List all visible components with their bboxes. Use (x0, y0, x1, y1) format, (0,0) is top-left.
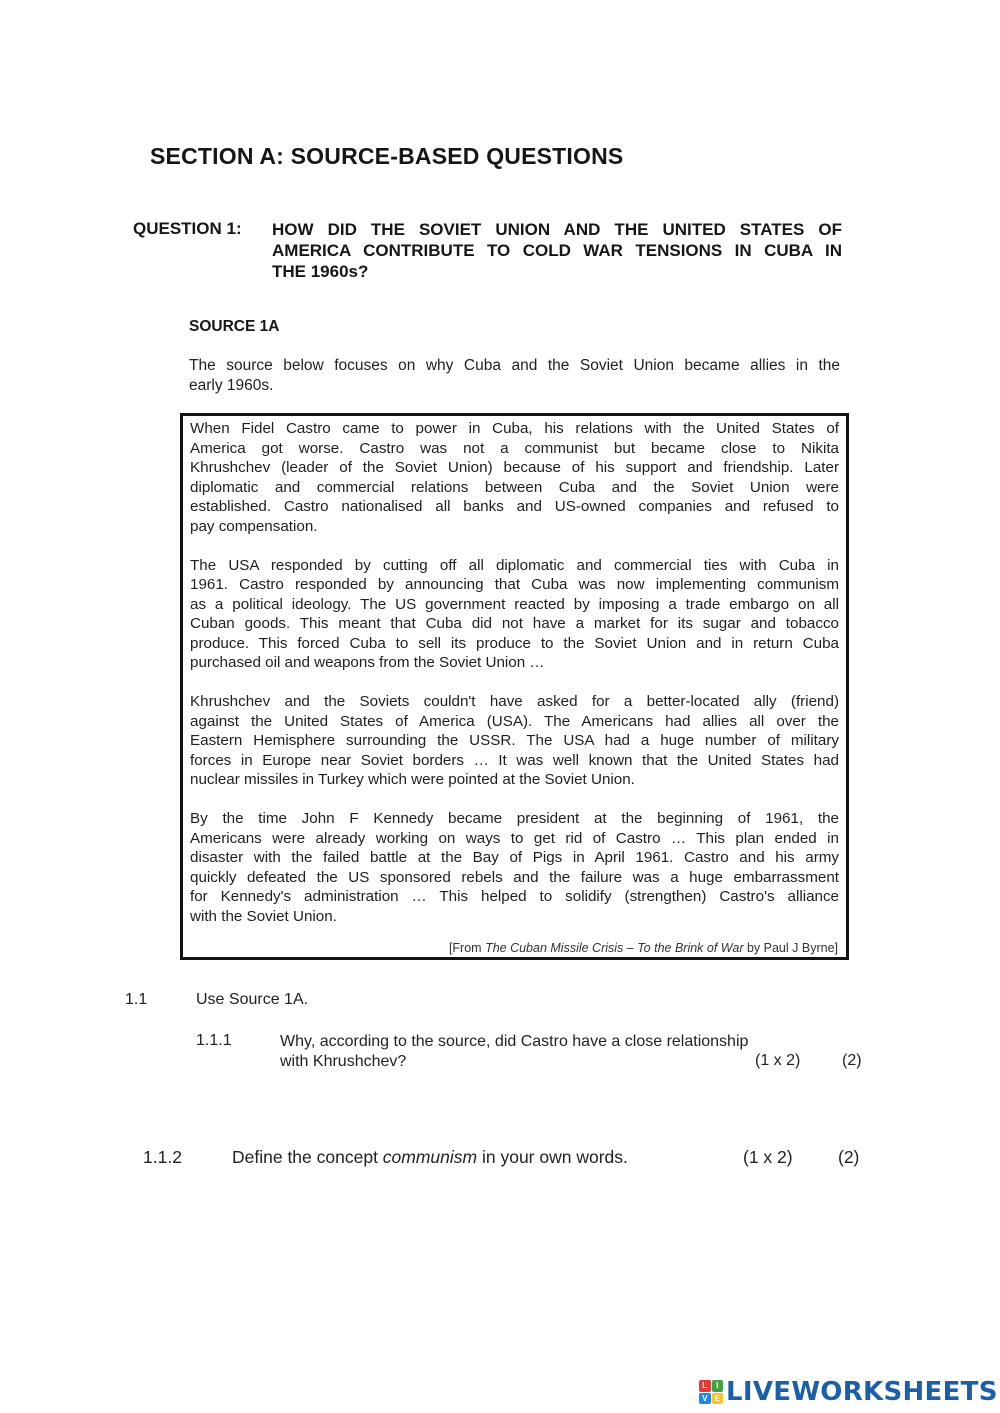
citation-title: The Cuban Missile Crisis – To the Brink of War (485, 941, 744, 955)
source-line: against the United States of America (USA). The Americans had allies all over the (190, 712, 839, 730)
question-1-1-1-marks: (1 x 2) (755, 1052, 801, 1069)
question-1-1-text: Use Source 1A. (196, 991, 309, 1008)
source-line: Khrushchev and the Soviets couldn't have asked for a better-located ally (friend) (190, 693, 839, 710)
source-paragraph (190, 692, 839, 790)
source-line: America got worse. Castro was not a communist but became close to Nikita (190, 439, 839, 457)
q112-text-before: Define the concept (232, 1147, 383, 1167)
question-1-1-number: 1.1 (125, 991, 148, 1008)
source-line: 1961. Castro responded by announcing that Cuba was now implementing communism (190, 576, 839, 593)
q112-text-after: in your own words. (477, 1147, 628, 1167)
source-label: SOURCE 1A (189, 318, 280, 335)
source-line: By the time John F Kennedy became president at the beginning of 1961, the (190, 810, 839, 827)
logo-text: LIVEWORKSHEETS (726, 1377, 998, 1407)
logo-letter: E (712, 1393, 724, 1405)
logo-letter: V (699, 1393, 711, 1405)
question-1-1-2-text (232, 1147, 628, 1168)
question-1-1-2-total: (2) (838, 1147, 860, 1167)
source-citation (449, 941, 838, 955)
question-1-1-1-text (280, 1032, 810, 1072)
logo-mark-icon (699, 1380, 723, 1404)
source-intro-line: The source below focuses on why Cuba and the Soviet Union became allies in the (189, 357, 840, 374)
question-1-1-1-line: with Khrushchev? (280, 1053, 407, 1070)
source-line: Eastern Hemisphere surrounding the USSR. The USA had a huge number of military (190, 732, 839, 749)
section-title: SECTION A: SOURCE-BASED QUESTIONS (150, 143, 624, 169)
q112-text-italic: communism (382, 1147, 478, 1167)
question-title (272, 219, 842, 282)
liveworksheets-logo[interactable] (699, 1378, 998, 1406)
source-line: Cuban goods. This meant that Cuba did not have a market for its sugar and tobacco (190, 615, 839, 632)
source-line: as a political ideology. The US government reacted by imposing a trade embargo on all (190, 595, 839, 613)
source-line: The USA responded by cutting off all diplomatic and commercial ties with Cuba in (190, 556, 839, 574)
question-title-line: HOW DID THE SOVIET UNION AND THE UNITED STATES OF (272, 220, 842, 239)
source-line: When Fidel Castro came to power in Cuba, his relations with the United States of (190, 420, 839, 437)
source-line: forces in Europe near Soviet borders … It was well known that the United States had (190, 751, 839, 769)
question-1-1-1-number: 1.1.1 (196, 1032, 232, 1049)
source-text-box (180, 413, 849, 960)
source-line: purchased oil and weapons from the Soviet Union … (190, 654, 545, 671)
source-line: established. Castro nationalised all banks and US-owned companies and refused to (190, 498, 839, 515)
source-line: nuclear missiles in Turkey which were pointed at the Soviet Union. (190, 771, 635, 788)
source-line: quickly defeated the US sponsored rebels and the failure was a huge embarrassment (190, 868, 839, 886)
question-title-line: THE 1960s? (272, 262, 369, 281)
citation-prefix: [From (448, 941, 486, 955)
question-label: QUESTION 1: (133, 219, 242, 238)
source-paragraph (190, 419, 839, 536)
source-line: disaster with the failed battle at the Bay of Pigs in April 1961. Castro and his army (190, 849, 839, 866)
source-line: Americans were already working on ways to get rid of Castro … This plan ended in (190, 829, 839, 847)
source-intro-line: early 1960s. (189, 377, 274, 394)
logo-letter: I (712, 1380, 724, 1392)
source-paragraph (190, 556, 839, 673)
question-1-1-1-line: Why, according to the source, did Castro have a close relationship (280, 1033, 749, 1050)
source-line: pay compensation. (190, 517, 318, 535)
logo-letter: L (699, 1380, 711, 1392)
question-1-1-2-marks: (1 x 2) (743, 1147, 793, 1167)
source-intro (189, 356, 840, 396)
question-1-1-1-total: (2) (842, 1052, 862, 1069)
source-line: for Kennedy's administration … This helped to solidify (strengthen) Castro's alliance (190, 888, 839, 905)
question-title-line: AMERICA CONTRIBUTE TO COLD WAR TENSIONS IN CUBA IN (272, 241, 842, 260)
source-line: with the Soviet Union. (190, 907, 337, 925)
question-1-1-2-number: 1.1.2 (143, 1147, 182, 1167)
citation-suffix: by Paul J Byrne] (743, 941, 838, 955)
source-paragraph (190, 809, 839, 926)
source-line: diplomatic and commercial relations between Cuba and the Soviet Union were (190, 478, 839, 496)
source-line: produce. This forced Cuba to sell its produce to the Soviet Union and in return Cuba (190, 634, 839, 652)
source-line: Khrushchev (leader of the Soviet Union) because of his support and friendship. Later (190, 459, 839, 476)
